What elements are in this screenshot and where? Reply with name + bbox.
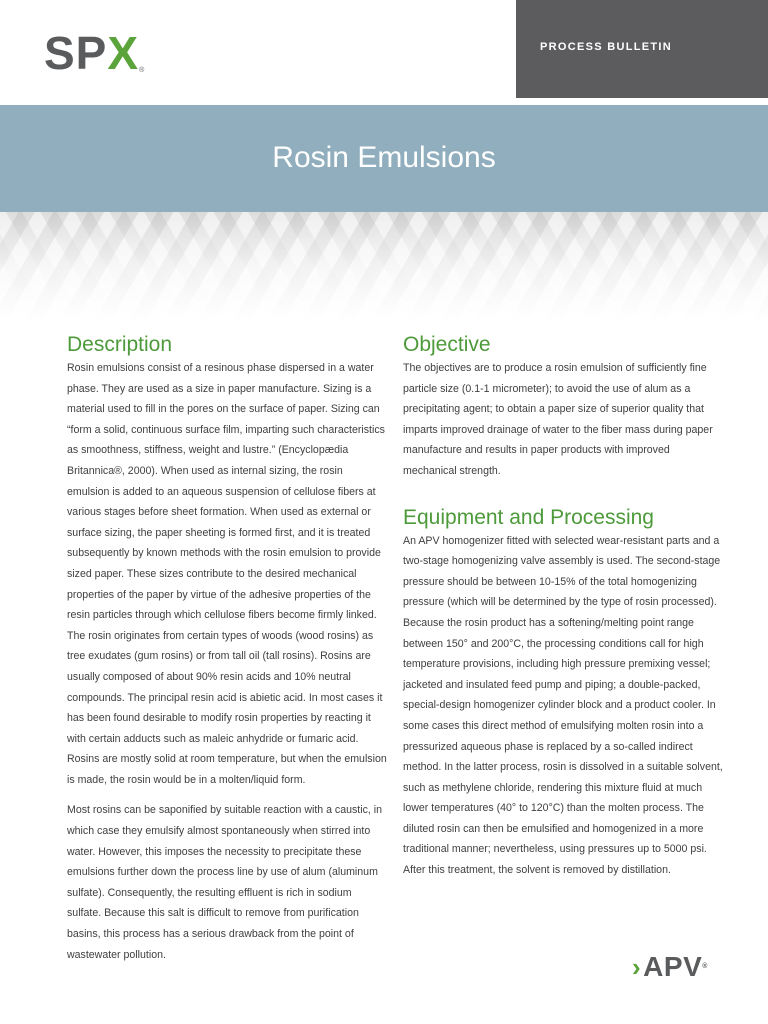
description-paragraph-2: Most rosins can be saponified by suitable reaction with a caustic, in which case they emulsify almost spontaneously when stirred into water. However, this imposes the necessity to precipitate these emulsions further down the process line by use of alum (aluminum sulfate). Consequently, the resulting effluent is rich in sodium sulfate. Because this salt is difficult to remove from purification basins, this process has a serious drawback from the point of wastewater pollution. [67, 804, 383, 961]
bulletin-label: PROCESS BULLETIN [540, 41, 673, 53]
bulletin-badge [516, 0, 768, 98]
equipment-heading: Equipment and Processing [403, 505, 654, 529]
page-title: Rosin Emulsions [272, 141, 496, 174]
apv-logo [632, 950, 708, 984]
chevron-right-icon: › [632, 952, 642, 982]
objective-heading: Objective [403, 333, 491, 356]
right-column [403, 332, 723, 881]
page-header [0, 0, 768, 105]
decorative-chevron-pattern [0, 212, 768, 322]
description-paragraph-1: Rosin emulsions consist of a resinous phase dispersed in a water phase. They are used as a size in paper manufacture. Sizing is a material used to fill in the pores on the surface of paper. Sizing can “form a solid, continuous surface film, imparting such characteristics as smoothness, stiffness, weight and lustre.” (Encyclopædia Britannica®, 2000). When used as internal sizing, the rosin emulsion is added to an aqueous suspension of cellulose fibers at various stages before sheet formation. When used as external or surface sizing, the paper sheeting is formed first, and it is treated subsequently by known methods with the rosin emulsion to provide sized paper. These sizes contribute to the desired mechanical properties of the paper by virtue of the adhesive properties of the resin particles through which cellulose fibers become firmly linked. The rosin originates from certain types of woods (wood rosins) as tree exudates (gum rosins) or from tall oil (tall rosins). Rosins are usually composed of about 90% resin acids and 10% neutral compounds. The principal resin acid is abietic acid. In most cases it has been found desirable to modify rosin properties by reacting it with certain adducts such as maleic anhydride or fumaric acid. Rosins are mostly solid at room temperature, but when the emulsion is made, the rosin would be in a molten/liquid form. [67, 362, 387, 786]
spx-logo [44, 27, 145, 79]
equipment-paragraph: An APV homogenizer fitted with selected wear-resistant parts and a two-stage homogenizing valve assembly is used. The second-stage pressure should be between 10-15% of the total homogenizing pressure (which will be determined by the type of rosin processed). Because the rosin product has a softening/melting point range between 150° and 200°C, the processing conditions call for high temperature provisions, including high pressure premixing vessel; jacketed and insulated feed pump and piping; a double-packed, special-design homogenizer cylinder block and a product cooler. In some cases this direct method of emulsifying molten rosin into a pressurized aqueous phase is replaced by a so-called indirect method. In the latter process, rosin is dissolved in a suitable solvent, such as methylene chloride, rendering this mixture fluid at much lower temperatures (40° to 120°C) than the molten process. The diluted rosin can then be emulsified and homogenized in a more traditional manner; nevertheless, using pressures up to 5000 psi. After this treatment, the solvent is removed by distillation. [403, 534, 723, 877]
logo-registered-mark: ® [139, 67, 145, 74]
apv-brand: APV [643, 951, 703, 982]
left-column [67, 332, 387, 965]
logo-accent: X [107, 27, 140, 79]
apv-registered-mark: ® [702, 963, 708, 970]
description-heading: Description [67, 333, 173, 356]
logo-prefix: SP [44, 27, 108, 79]
objective-paragraph: The objectives are to produce a rosin emulsion of sufficiently fine particle size (0.1-1 micrometer); to avoid the use of alum as a precipitating agent; to obtain a paper size of superior quality that imparts improved drainage of water to the fiber mass during paper manufacture and results in paper products with improved mechanical strength. [403, 362, 713, 477]
title-banner [0, 105, 768, 212]
